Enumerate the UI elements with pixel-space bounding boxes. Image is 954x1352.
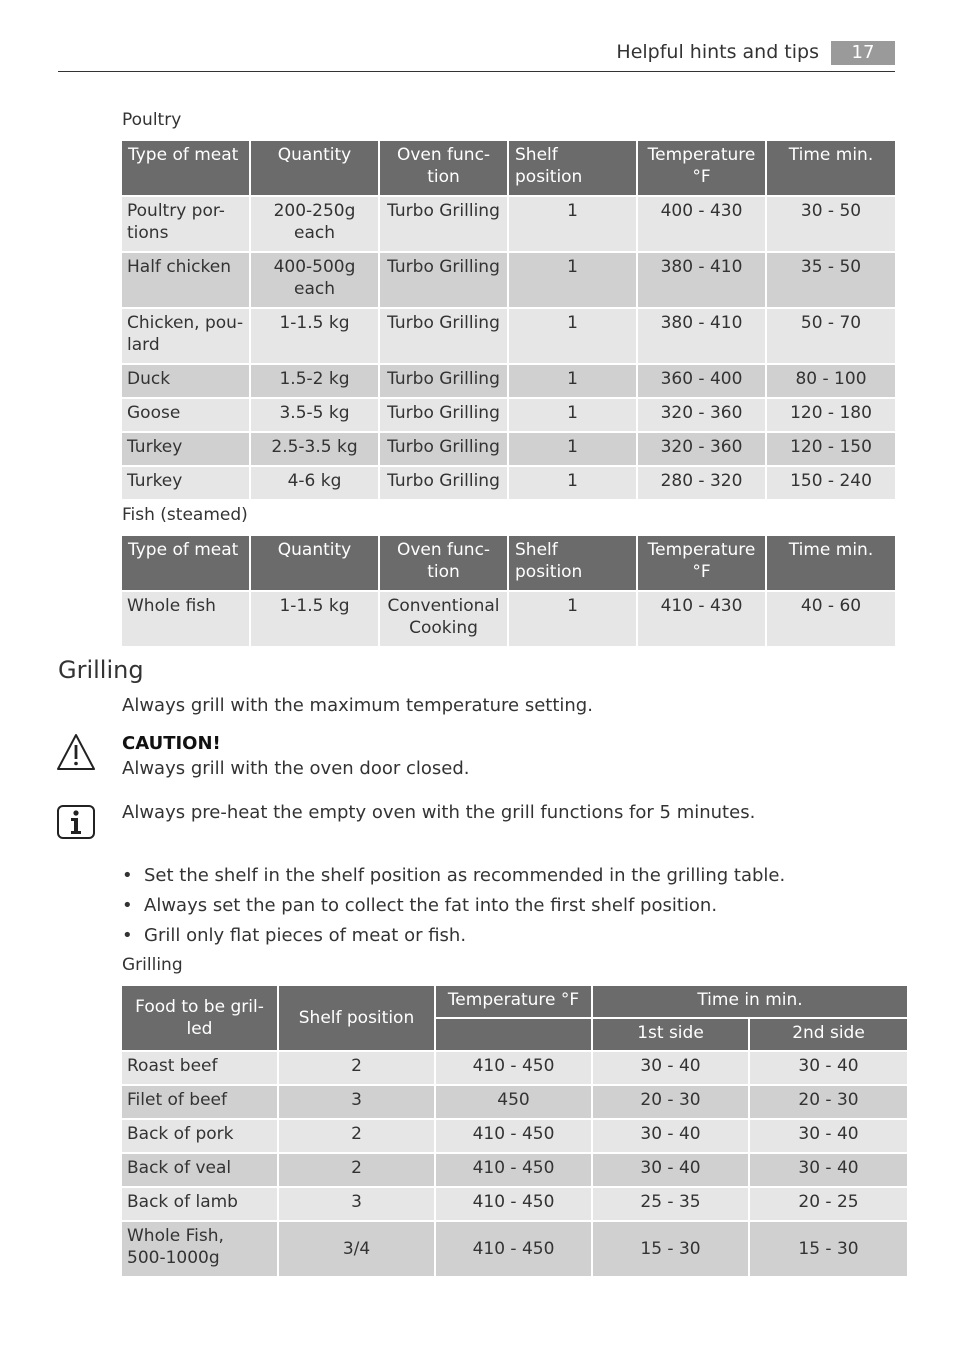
cell-function: Turbo Grilling	[380, 467, 507, 499]
cell-temperature: 320 - 360	[638, 399, 765, 431]
cell-food: Goose	[122, 399, 249, 431]
fish-header-row	[122, 536, 895, 590]
page-header	[58, 36, 895, 72]
cell-time: 80 - 100	[767, 365, 895, 397]
cell-temperature: 320 - 360	[638, 433, 765, 465]
fish-caption: Fish (steamed)	[122, 505, 248, 525]
header-cell: Time min.	[767, 536, 895, 590]
bullet-dot: •	[122, 895, 133, 916]
bullet-list	[122, 862, 785, 952]
intro-text: Always grill with the maximum temperature setting.	[122, 695, 593, 716]
cell-side2: 15 - 30	[750, 1222, 907, 1276]
header-cell: Temperature °F	[638, 536, 765, 590]
cell-shelf: 2	[279, 1154, 434, 1186]
header-cell: Type of meat	[122, 536, 249, 590]
header-cell: Oven func- tion	[380, 536, 507, 590]
table-row	[122, 1120, 907, 1152]
header-cell: 1st side	[593, 1019, 748, 1050]
cell-shelf: 1	[509, 399, 636, 431]
list-item	[122, 862, 785, 892]
cell-function: Turbo Grilling	[380, 197, 507, 251]
cell-food: Duck	[122, 365, 249, 397]
cell-food: Poultry por- tions	[122, 197, 249, 251]
cell-shelf: 1	[509, 309, 636, 363]
cell-food: Turkey	[122, 467, 249, 499]
table-row	[122, 592, 895, 646]
table-row	[122, 309, 895, 363]
table-row	[122, 1154, 907, 1186]
cell-food: Roast beef	[122, 1052, 277, 1084]
cell-temperature: 410 - 450	[436, 1052, 591, 1084]
poultry-table	[120, 139, 897, 501]
cell-temperature: 380 - 410	[638, 309, 765, 363]
cell-food: Filet of beef	[122, 1086, 277, 1118]
header-cell: 2nd side	[750, 1019, 907, 1050]
cell-temperature: 410 - 430	[638, 592, 765, 646]
table-row	[122, 365, 895, 397]
caution-title: CAUTION!	[122, 733, 221, 754]
cell-food: Turkey	[122, 433, 249, 465]
cell-temperature: 410 - 450	[436, 1188, 591, 1220]
cell-time: 35 - 50	[767, 253, 895, 307]
header-cell: Temperature °F	[436, 986, 591, 1017]
table-row	[122, 467, 895, 499]
cell-side1: 30 - 40	[593, 1154, 748, 1186]
cell-function: Turbo Grilling	[380, 399, 507, 431]
list-item-text: Grill only flat pieces of meat or fish.	[144, 925, 467, 946]
list-item-text: Set the shelf in the shelf position as recommended in the grilling table.	[144, 865, 786, 886]
cell-temperature: 380 - 410	[638, 253, 765, 307]
list-item	[122, 922, 785, 952]
page-number: 17	[831, 41, 895, 65]
cell-temperature: 360 - 400	[638, 365, 765, 397]
cell-shelf: 2	[279, 1052, 434, 1084]
cell-food: Back of veal	[122, 1154, 277, 1186]
cell-time: 150 - 240	[767, 467, 895, 499]
cell-side2: 30 - 40	[750, 1052, 907, 1084]
info-icon	[56, 804, 96, 840]
cell-side2: 20 - 25	[750, 1188, 907, 1220]
cell-time: 120 - 180	[767, 399, 895, 431]
cell-food: Chicken, pou- lard	[122, 309, 249, 363]
cell-side1: 30 - 40	[593, 1120, 748, 1152]
header-cell: Quantity	[251, 141, 378, 195]
header-cell: Temperature °F	[638, 141, 765, 195]
cell-food: Whole fish	[122, 592, 249, 646]
cell-quantity: 1.5-2 kg	[251, 365, 378, 397]
cell-temperature: 410 - 450	[436, 1120, 591, 1152]
cell-function: Turbo Grilling	[380, 309, 507, 363]
cell-side1: 25 - 35	[593, 1188, 748, 1220]
info-text: Always pre-heat the empty oven with the grill functions for 5 minutes.	[122, 802, 756, 823]
poultry-header-row	[122, 141, 895, 195]
cell-function: Turbo Grilling	[380, 365, 507, 397]
cell-quantity: 2.5-3.5 kg	[251, 433, 378, 465]
header-cell: Quantity	[251, 536, 378, 590]
header-cell: Type of meat	[122, 141, 249, 195]
bullet-dot: •	[122, 865, 133, 886]
cell-quantity: 400-500g each	[251, 253, 378, 307]
header-cell: Food to be gril- led	[122, 986, 277, 1050]
header-cell: Time in min.	[593, 986, 907, 1017]
cell-shelf: 1	[509, 365, 636, 397]
grilling-header-row	[122, 986, 907, 1017]
cell-quantity: 1-1.5 kg	[251, 592, 378, 646]
cell-side1: 20 - 30	[593, 1086, 748, 1118]
table-row	[122, 399, 895, 431]
fish-table	[120, 534, 897, 648]
cell-food: Whole Fish, 500-1000g	[122, 1222, 277, 1276]
table-row	[122, 253, 895, 307]
table-row	[122, 1222, 907, 1276]
caution-text: Always grill with the oven door closed.	[122, 758, 470, 779]
cell-temperature: 280 - 320	[638, 467, 765, 499]
cell-shelf: 1	[509, 253, 636, 307]
cell-food: Half chicken	[122, 253, 249, 307]
cell-temperature: 410 - 450	[436, 1154, 591, 1186]
cell-function: Conventional Cooking	[380, 592, 507, 646]
cell-function: Turbo Grilling	[380, 253, 507, 307]
cell-function: Turbo Grilling	[380, 433, 507, 465]
cell-time: 50 - 70	[767, 309, 895, 363]
table-row	[122, 1052, 907, 1084]
cell-shelf: 3/4	[279, 1222, 434, 1276]
cell-food: Back of pork	[122, 1120, 277, 1152]
cell-quantity: 1-1.5 kg	[251, 309, 378, 363]
list-item-text: Always set the pan to collect the fat into the first shelf position.	[144, 895, 718, 916]
table-row	[122, 1188, 907, 1220]
list-item	[122, 892, 785, 922]
header-title: Helpful hints and tips	[616, 41, 819, 63]
table-row	[122, 433, 895, 465]
cell-time: 40 - 60	[767, 592, 895, 646]
poultry-caption: Poultry	[122, 110, 182, 130]
grilling-caption: Grilling	[122, 955, 183, 975]
cell-shelf: 3	[279, 1188, 434, 1220]
cell-side2: 30 - 40	[750, 1120, 907, 1152]
table-row	[122, 1086, 907, 1118]
grilling-table	[120, 984, 909, 1278]
cell-shelf: 1	[509, 467, 636, 499]
cell-quantity: 200-250g each	[251, 197, 378, 251]
header-cell: Shelf position	[509, 141, 636, 195]
cell-side2: 20 - 30	[750, 1086, 907, 1118]
header-cell-empty	[436, 1019, 591, 1050]
cell-side1: 30 - 40	[593, 1052, 748, 1084]
warning-icon	[56, 732, 96, 772]
table-row	[122, 197, 895, 251]
cell-temperature: 410 - 450	[436, 1222, 591, 1276]
cell-time: 120 - 150	[767, 433, 895, 465]
header-cell: Time min.	[767, 141, 895, 195]
cell-shelf: 1	[509, 433, 636, 465]
cell-shelf: 3	[279, 1086, 434, 1118]
cell-quantity: 4-6 kg	[251, 467, 378, 499]
cell-shelf: 1	[509, 197, 636, 251]
cell-shelf: 2	[279, 1120, 434, 1152]
cell-shelf: 1	[509, 592, 636, 646]
cell-food: Back of lamb	[122, 1188, 277, 1220]
header-cell: Oven func- tion	[380, 141, 507, 195]
cell-temperature: 400 - 430	[638, 197, 765, 251]
section-title: Grilling	[58, 656, 144, 684]
cell-temperature: 450	[436, 1086, 591, 1118]
cell-side1: 15 - 30	[593, 1222, 748, 1276]
cell-side2: 30 - 40	[750, 1154, 907, 1186]
cell-time: 30 - 50	[767, 197, 895, 251]
bullet-dot: •	[122, 925, 133, 946]
cell-quantity: 3.5-5 kg	[251, 399, 378, 431]
header-cell: Shelf position	[509, 536, 636, 590]
header-cell: Shelf position	[279, 986, 434, 1050]
